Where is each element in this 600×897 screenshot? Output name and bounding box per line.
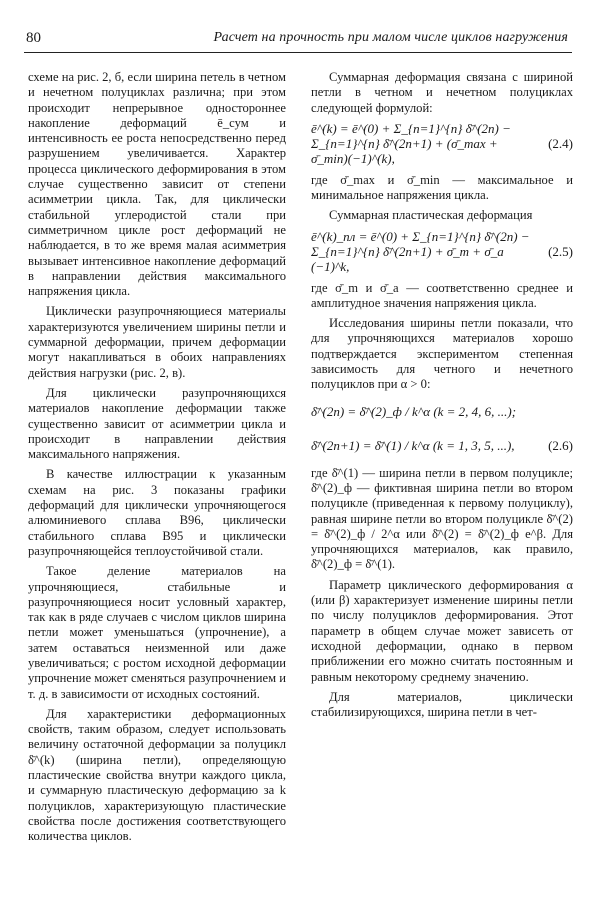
paragraph: схеме на рис. 2, б, если ширина петель в четном и нечетном полуциклах различна; при этом происходит непрерывное одностороннее накопление деформаций ē_сум и интенсивность ее роста непосредственно перед разрушением увеличивается. Характер процесса циклического деформирования в этом случае существенно зависит от степени асимметрии цикла. Так, для циклически стабильной углеродистой стали при симметричном цикле рост деформаций не наблюдается, в то же время малая асимметрия вызывает интенсивное накопление деформаций в направлении действия максимального напряжения цикла.	[28, 70, 286, 299]
paragraph: Параметр циклического деформирования α (или β) характеризует изменение ширины петли по числу полуциклов деформирования. Этот параметр в общем случае может зависеть от исходной деформации, однако в первом приближении его можно считать постоянным и равным некоторому среднему значению.	[311, 577, 573, 684]
paragraph: Исследования ширины петли показали, что для упрочняющихся материалов хорошо подтверждается экспериментом степенная зависимость для четного и нечетного полуциклов при α > 0:	[311, 316, 573, 392]
paragraph: Для характеристики деформационных свойств, таким образом, следует использовать величину остаточной деформации за полуцикл δ̄^(k) (ширина петли), определяющую пластические свойства внутри каждого цикла, и суммарную пластическую деформацию за k полуциклов, характеризующую пластические свойства после достижения соответствующего количества циклов.	[28, 706, 286, 844]
equation-number: (2.5)	[548, 243, 573, 259]
equation-2-6a	[311, 398, 573, 426]
equation-2-5	[311, 229, 573, 275]
running-header	[24, 28, 572, 53]
running-title: Расчет на прочность при малом числе циклов нагружения	[213, 30, 568, 45]
equation-body: ē^(k)_пл = ē^(0) + Σ_{n=1}^{n} δ̄^(2n) − Σ_{n=1}^{n} δ̄^(2n+1) + σ̄_m + σ̄_a (−1)^k,	[311, 228, 530, 275]
right-column	[311, 70, 573, 725]
paragraph: Для циклически разупрочняющихся материалов накопление деформации также существенно зависит от асимметрии цикла и происходит в направлении действия максимального напряжения.	[28, 385, 286, 462]
paragraph: где σ̄_max и σ̄_min — максимальное и минимальное напряжения цикла.	[311, 172, 573, 203]
equation-2-6b	[311, 432, 573, 460]
equation-number: (2.6)	[548, 437, 573, 453]
paragraph: Суммарная пластическая деформация	[329, 208, 533, 223]
equation-body: δ̄^(2n) = δ̄^(2)_ф / k^α (k = 2, 4, 6, ...);	[311, 403, 517, 419]
paragraph: Циклически разупрочняющиеся материалы характеризуются увеличением ширины петли и суммарной деформации, причем деформации могут накапливаться в обоих направлениях действия нагрузки (рис. 2, в).	[28, 304, 286, 380]
left-column	[28, 70, 286, 850]
paragraph: где σ̄_m и σ̄_a — соответственно среднее и амплитудное значения напряжения цикла.	[311, 280, 573, 310]
equation-number: (2.4)	[548, 136, 573, 152]
paragraph: где δ̄^(1) — ширина петли в первом полуцикле; δ̄^(2)_ф — фиктивная ширина петли во втором полуцикле (приведенная к первому полуциклу), равная ширине петли во втором полуцикле δ̄^(2) = δ̄^(2)_ф / 2^α или δ̄^(2) = δ̄^(2)_ф e^β. Для упрочняющихся материалов, как правило, δ̄^(2)_ф = δ̄^(1).	[311, 465, 573, 572]
paragraph: В качестве иллюстрации к указанным схемам на рис. 3 показаны графики деформаций для циклически упрочняющегося алюминиевого сплава В96, циклически стабильного сплава В95 и циклически разупрочняющейся теплоустойчивой стали.	[28, 467, 286, 558]
page-number: 80	[26, 30, 41, 46]
paragraph: Суммарная деформация связана с шириной петли в четном и нечетном полуциклах следующей формулой:	[311, 70, 573, 115]
paragraph: Такое деление материалов на упрочняющиеся, стабильные и разупрочняющиеся носит условный характер, так как в ряде случаев с числом циклов ширина петли может уменьшаться (упрочнение), а затем оставаться неизменной или даже увеличиваться; с ростом исходной деформации упрочнение может сменяться разупрочнением и т. д. в зависимости от исходных состояний.	[28, 564, 286, 701]
equation-body: δ̄^(2n+1) = δ̄^(1) / k^α (k = 1, 3, 5, ...),	[311, 437, 515, 453]
equation-body: ē^(k) = ē^(0) + Σ_{n=1}^{n} δ̄^(2n) − Σ_{n=1}^{n} δ̄^(2n+1) + (σ̄_max + σ̄_min)(−1)^(k),	[311, 120, 511, 167]
paragraph: Для материалов, циклически стабилизирующихся, ширина петли в чет-	[311, 689, 573, 720]
equation-2-4	[311, 121, 573, 167]
